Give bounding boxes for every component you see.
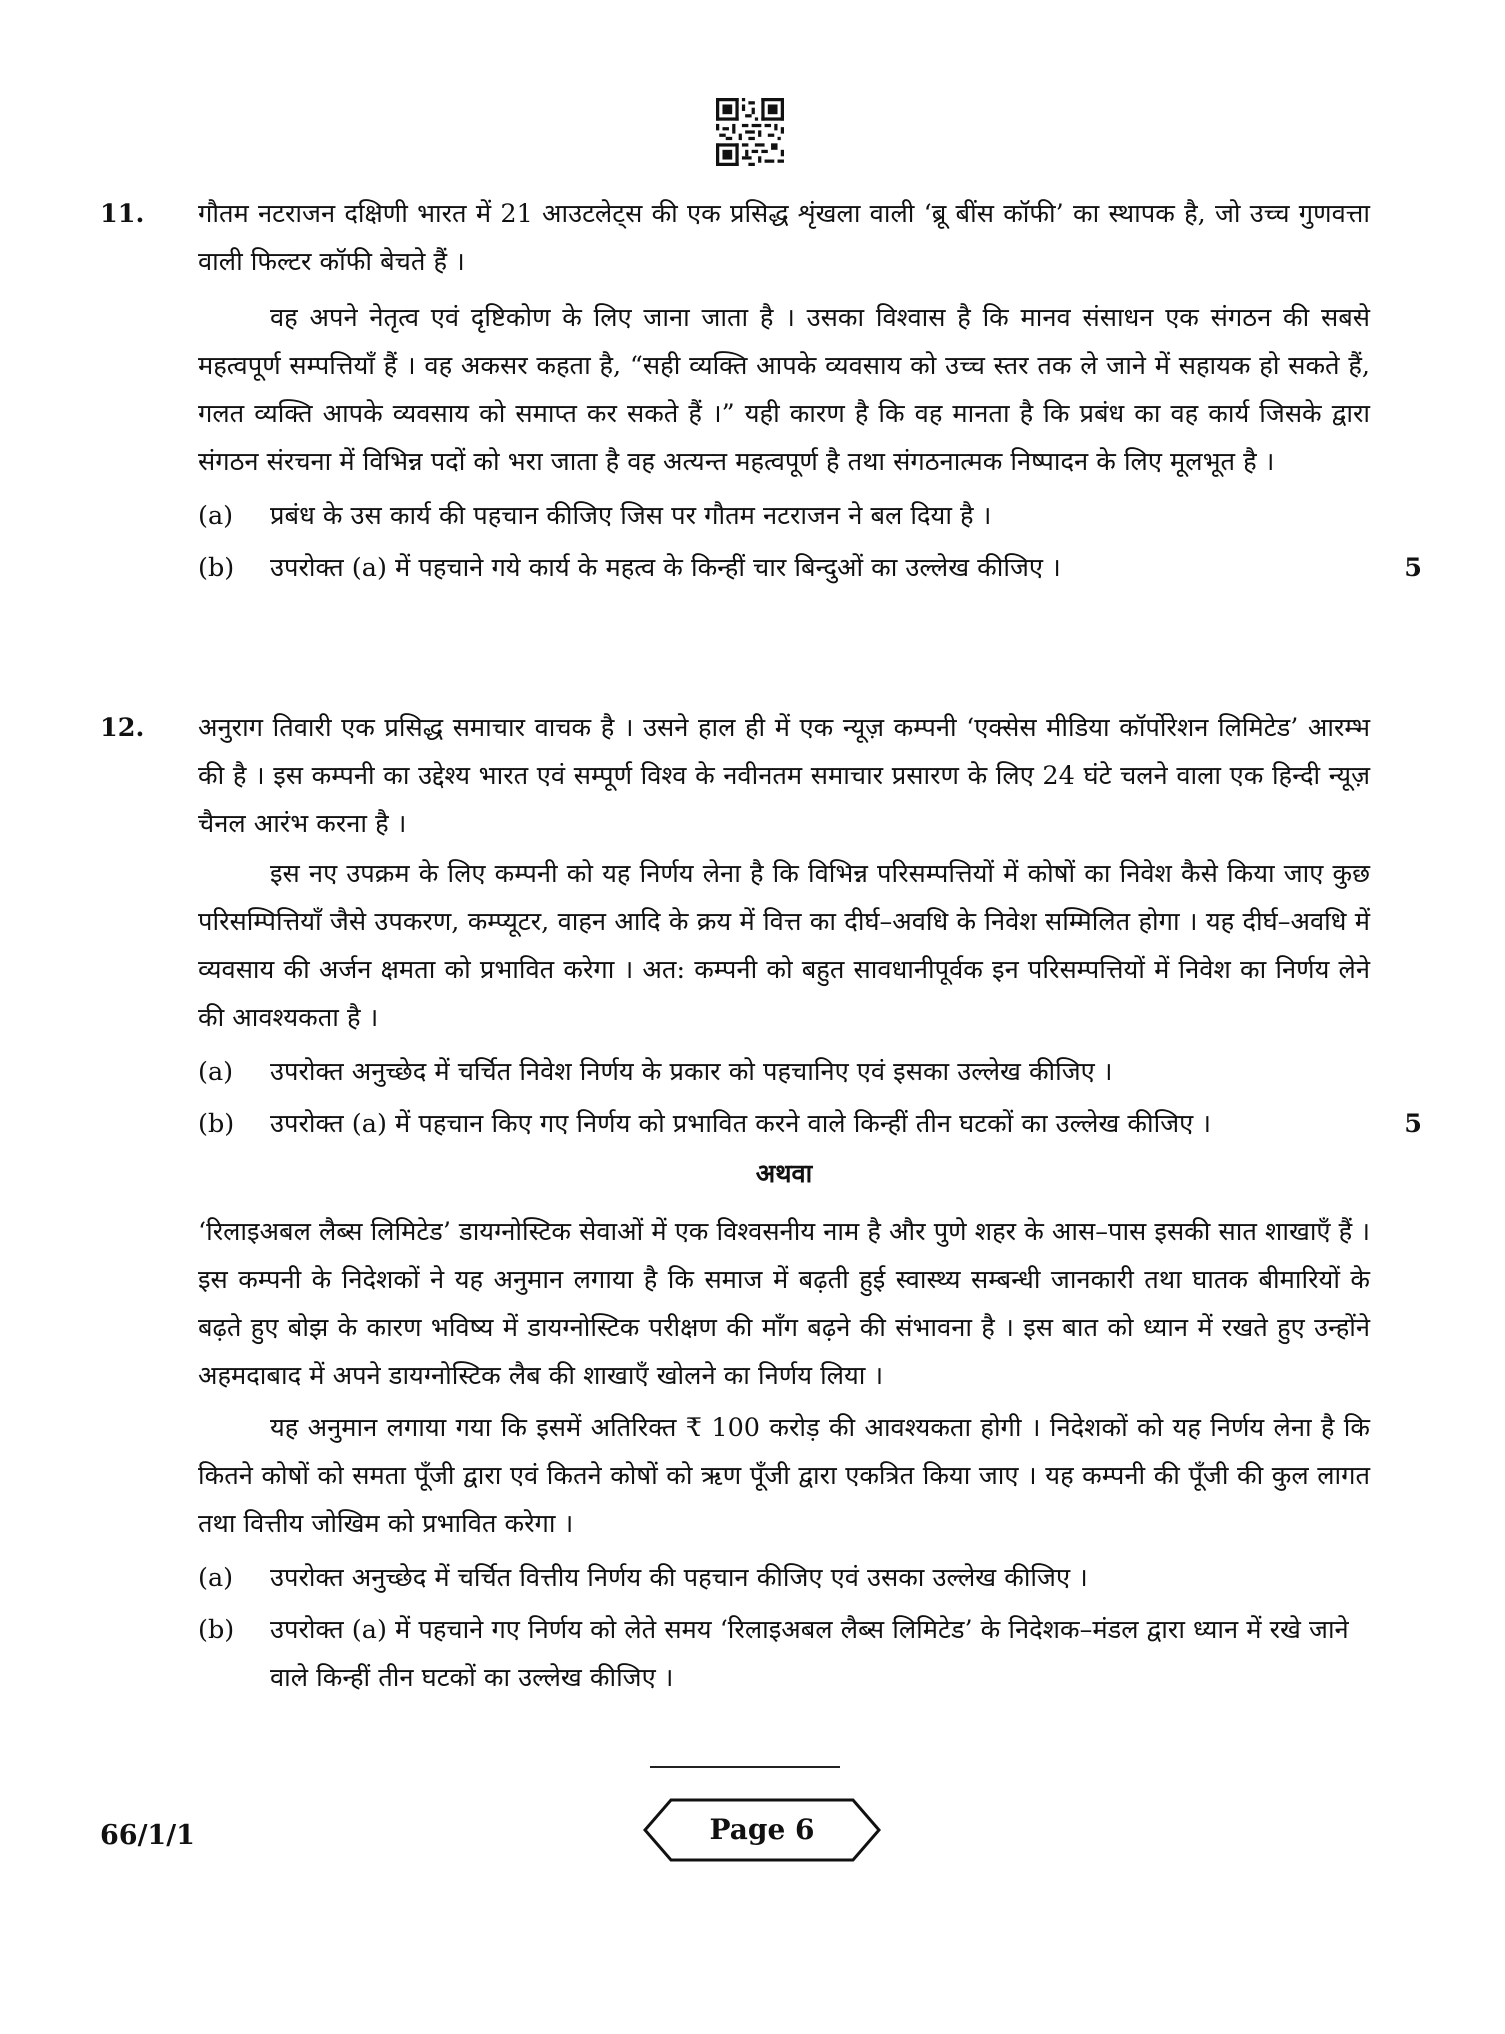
question-paragraph: इस नए उपक्रम के लिए कम्पनी को यह निर्णय लेना है कि विभिन्न परिसम्पत्तियों में कोषों का निवेश कैसे किया जाए कुछ परिसम्पित्तियाँ जैसे उपकरण, कम्प्यूटर, वाहन आदि के क्रय में वित्त का दीर्घ–अवधि के निवेश सम्मिलित होगा । यह दीर्घ–अवधि में व्यवसाय की अर्जन क्षमता को प्रभावित करेगा । अत: कम्पनी को बहुत सावधानीपूर्वक इन परिसम्पत्तियों में निवेश का निर्णय लेने की आवश्यकता है । xyxy=(198,859,1370,1033)
qr-code-icon xyxy=(716,98,784,166)
question-number: 12. xyxy=(100,713,145,743)
sub-question-a xyxy=(198,1554,1370,1602)
sub-question-a xyxy=(198,492,1370,540)
page-number-badge xyxy=(641,1797,883,1863)
question-paragraph: वह अपने नेतृत्व एवं दृष्टिकोण के लिए जाना जाता है । उसका विश्वास है कि मानव संसाधन एक संगठन की सबसे महत्वपूर्ण सम्पत्तियाँ हैं । वह अकसर कहता है, “सही व्यक्ति आपके व्यवसाय को उच्च स्तर तक ले जाने में सहायक हो सकते हैं, गलत व्यक्ति आपके व्यवसाय को समाप्त कर सकते हैं ।” यही कारण है कि वह मानता है कि प्रबंध का वह कार्य जिसके द्वारा संगठन संरचना में विभिन्न पदों को भरा जाता है वह अत्यन्त महत्वपूर्ण है तथा संगठनात्मक निष्पादन के लिए मूलभूत है । xyxy=(198,303,1370,477)
question-paragraph: गौतम नटराजन दक्षिणी भारत में 21 आउटलेट्स की एक प्रसिद्ध शृंखला वाली ‘ब्रू बींस कॉफी’ का स्थापक है, जो उच्च गुणवत्ता वाली फिल्टर कॉफी बेचते हैं । xyxy=(198,199,1370,277)
page-label: Page 6 xyxy=(709,1813,815,1846)
sub-question-text: उपरोक्त (a) में पहचाने गए निर्णय को लेते समय ‘रिलाइअबल लैब्स लिमिटेड’ के निदेशक–मंडल द्वारा ध्यान में रखे जाने वाले किन्हीं तीन घटकों का उल्लेख कीजिए । xyxy=(270,1615,1349,1693)
sub-question-b xyxy=(198,1100,1422,1148)
question-12 xyxy=(100,704,1422,1198)
paper-code: 66/1/1 xyxy=(100,1820,195,1851)
question-paragraph: ‘रिलाइअबल लैब्स लिमिटेड’ डायग्नोस्टिक सेवाओं में एक विश्वसनीय नाम है और पुणे शहर के आस–पास इसकी सात शाखाएँ हैं । इस कम्पनी के निदेशकों ने यह अनुमान लगाया है कि समाज में बढ़ती हुई स्वास्थ्य सम्बन्धी जानकारी तथा घातक बीमारियों के बढ़ते हुए बोझ के कारण भविष्य में डायग्नोस्टिक परीक्षण की माँग बढ़ने की संभावना है । इस बात को ध्यान में रखते हुए उन्होंने अहमदाबाद में अपने डायग्नोस्टिक लैब की शाखाएँ खोलने का निर्णय लिया । xyxy=(198,1217,1370,1391)
question-number: 11. xyxy=(100,199,145,229)
sub-question-text: प्रबंध के उस कार्य की पहचान कीजिए जिस पर गौतम नटराजन ने बल दिया है । xyxy=(270,501,992,531)
sub-question-label: (b) xyxy=(198,553,235,583)
sub-question-label: (a) xyxy=(198,1057,234,1087)
sub-question-label: (b) xyxy=(198,1615,235,1645)
or-separator: अथवा xyxy=(755,1159,813,1189)
marks-label: 5 xyxy=(1404,553,1422,583)
sub-question-label: (a) xyxy=(198,501,234,531)
sub-question-text: उपरोक्त अनुच्छेद में चर्चित निवेश निर्णय के प्रकार को पहचानिए एवं इसका उल्लेख कीजिए । xyxy=(270,1057,1113,1087)
sub-question-text: उपरोक्त (a) में पहचान किए गए निर्णय को प्रभावित करने वाले किन्हीं तीन घटकों का उल्लेख कीजिए । xyxy=(270,1109,1211,1139)
question-paragraph: अनुराग तिवारी एक प्रसिद्ध समाचार वाचक है । उसने हाल ही में एक न्यूज़ कम्पनी ‘एक्सेस मीडिया कॉर्पोरेशन लिमिटेड’ आरम्भ की है । इस कम्पनी का उद्देश्य भारत एवं सम्पूर्ण विश्व के नवीनतम समाचार प्रसारण के लिए 24 घंटे चलने वाला एक हिन्दी न्यूज़ चैनल आरंभ करना है । xyxy=(198,713,1370,839)
sub-question-b xyxy=(198,544,1422,592)
question-12-alternative xyxy=(198,1208,1370,1702)
marks-label: 5 xyxy=(1404,1109,1422,1139)
question-paragraph: यह अनुमान लगाया गया कि इसमें अतिरिक्त ₹ 100 करोड़ की आवश्यकता होगी । निदेशकों को यह निर्णय लेना है कि कितने कोषों को समता पूँजी द्वारा एवं कितने कोषों को ऋण पूँजी द्वारा एकत्रित किया जाए । यह कम्पनी की पूँजी की कुल लागत तथा वित्तीय जोखिम को प्रभावित करेगा । xyxy=(198,1413,1370,1539)
sub-question-label: (b) xyxy=(198,1109,235,1139)
sub-question-text: उपरोक्त अनुच्छेद में चर्चित वित्तीय निर्णय की पहचान कीजिए एवं उसका उल्लेख कीजिए । xyxy=(270,1563,1088,1593)
sub-question-label: (a) xyxy=(198,1563,234,1593)
end-rule xyxy=(650,1766,840,1768)
sub-question-text: उपरोक्त (a) में पहचाने गये कार्य के महत्व के किन्हीं चार बिन्दुओं का उल्लेख कीजिए । xyxy=(270,553,1061,583)
sub-question-a xyxy=(198,1048,1370,1096)
sub-question-b xyxy=(198,1606,1370,1702)
question-11 xyxy=(100,190,1422,592)
